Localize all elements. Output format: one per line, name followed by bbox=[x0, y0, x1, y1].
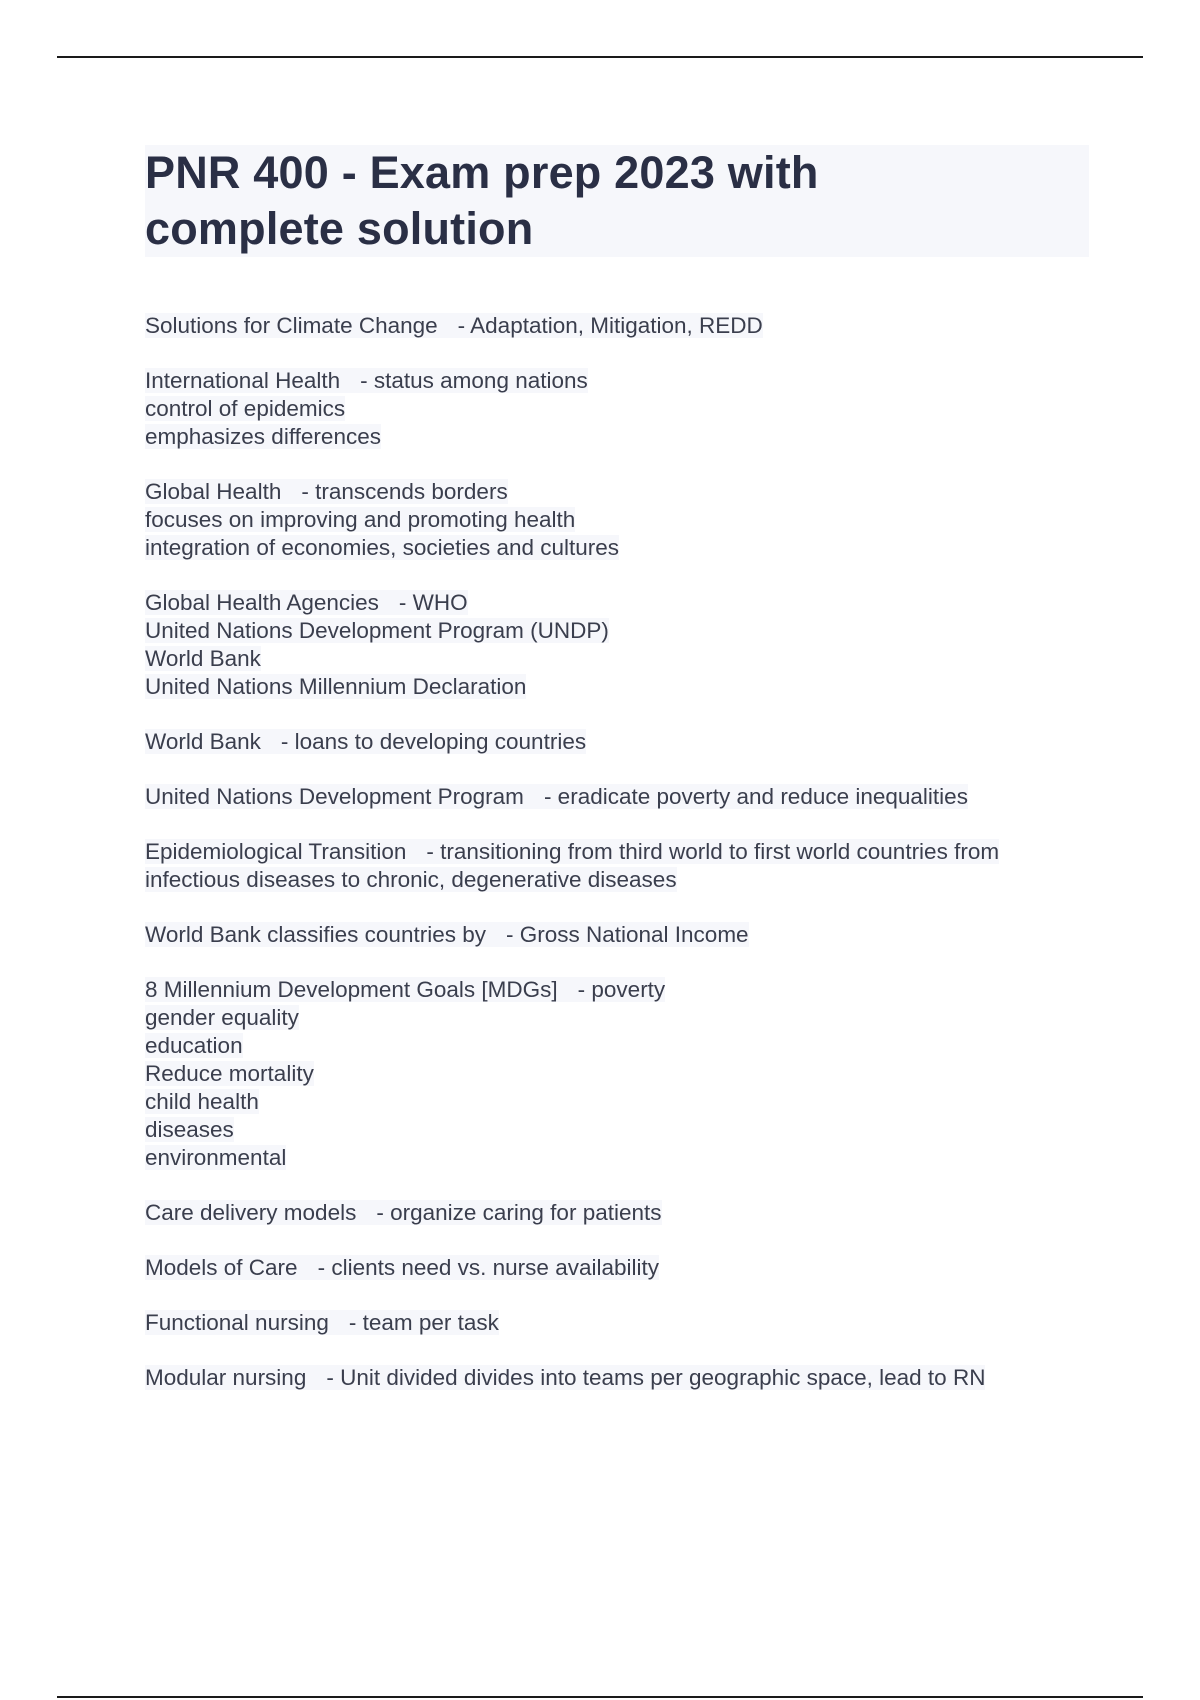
qa-continuation-line bbox=[145, 673, 1105, 701]
qa-highlight bbox=[145, 784, 968, 809]
qa-highlight bbox=[145, 1310, 499, 1335]
qa-continuation-line bbox=[145, 534, 1105, 562]
top-rule bbox=[57, 56, 1143, 58]
qa-term: United Nations Development Program bbox=[145, 784, 524, 809]
qa-highlight bbox=[145, 977, 665, 1002]
qa-entry bbox=[145, 728, 1105, 756]
qa-continuation-line bbox=[145, 1032, 1105, 1060]
qa-first-line bbox=[145, 976, 1105, 1004]
page-title bbox=[145, 145, 1089, 257]
qa-continuation-line bbox=[145, 506, 1105, 534]
qa-list bbox=[145, 312, 1105, 1419]
qa-answer-line: - clients need vs. nurse availability bbox=[317, 1255, 659, 1280]
qa-answer-line: environmental bbox=[145, 1145, 287, 1170]
qa-answer-line: gender equality bbox=[145, 1005, 299, 1030]
qa-entry bbox=[145, 838, 1105, 894]
qa-entry bbox=[145, 478, 1105, 562]
qa-answer-line: - Gross National Income bbox=[505, 922, 749, 947]
qa-highlight bbox=[145, 1200, 662, 1225]
qa-first-line bbox=[145, 1309, 1105, 1337]
qa-first-line bbox=[145, 478, 1105, 506]
qa-answer-line: - transitioning from third world to first world countries from bbox=[426, 839, 1000, 864]
qa-first-line bbox=[145, 1199, 1105, 1227]
qa-highlight bbox=[145, 922, 749, 947]
qa-term: World Bank bbox=[145, 729, 261, 754]
qa-first-line bbox=[145, 589, 1105, 617]
qa-entry bbox=[145, 1309, 1105, 1337]
qa-entry bbox=[145, 589, 1105, 701]
qa-answer-line: control of epidemics bbox=[145, 396, 346, 421]
qa-answer-line: - WHO bbox=[398, 590, 468, 615]
qa-answer-line: - transcends borders bbox=[301, 479, 508, 504]
qa-continuation-line bbox=[145, 1144, 1105, 1172]
qa-answer-line: United Nations Millennium Declaration bbox=[145, 674, 527, 699]
qa-answer-line: emphasizes differences bbox=[145, 424, 381, 449]
qa-first-line bbox=[145, 367, 1105, 395]
qa-term: Models of Care bbox=[145, 1255, 298, 1280]
qa-term: World Bank classifies countries by bbox=[145, 922, 486, 947]
qa-answer-line: education bbox=[145, 1033, 243, 1058]
qa-answer-line: child health bbox=[145, 1089, 259, 1114]
qa-continuation-line bbox=[145, 645, 1105, 673]
qa-answer-line: - poverty bbox=[577, 977, 666, 1002]
qa-entry bbox=[145, 367, 1105, 451]
qa-answer-line: - eradicate poverty and reduce inequalities bbox=[543, 784, 968, 809]
qa-continuation-line bbox=[145, 1004, 1105, 1032]
bottom-rule bbox=[57, 1696, 1143, 1698]
qa-first-line bbox=[145, 838, 1105, 866]
qa-answer-line: integration of economies, societies and cultures bbox=[145, 535, 620, 560]
qa-term: Global Health bbox=[145, 479, 282, 504]
qa-highlight bbox=[145, 729, 586, 754]
qa-highlight bbox=[145, 590, 468, 615]
qa-continuation-line bbox=[145, 617, 1105, 645]
qa-term: 8 Millennium Development Goals [MDGs] bbox=[145, 977, 558, 1002]
qa-answer-line: - loans to developing countries bbox=[280, 729, 587, 754]
title-line: PNR 400 - Exam prep 2023 with bbox=[145, 147, 819, 198]
qa-continuation-line bbox=[145, 1060, 1105, 1088]
qa-highlight bbox=[145, 1365, 985, 1390]
qa-first-line bbox=[145, 312, 1105, 340]
qa-answer-line: Reduce mortality bbox=[145, 1061, 314, 1086]
qa-term: Functional nursing bbox=[145, 1310, 329, 1335]
qa-answer-line: - Unit divided divides into teams per geographic space, lead to RN bbox=[326, 1365, 986, 1390]
qa-entry bbox=[145, 1254, 1105, 1282]
qa-continuation-line bbox=[145, 1116, 1105, 1144]
title-line: complete solution bbox=[145, 203, 534, 254]
qa-term: Care delivery models bbox=[145, 1200, 357, 1225]
qa-answer-line: - team per task bbox=[348, 1310, 499, 1335]
qa-continuation-line bbox=[145, 1088, 1105, 1116]
qa-entry bbox=[145, 976, 1105, 1172]
qa-first-line bbox=[145, 783, 1105, 811]
qa-answer-line: World Bank bbox=[145, 646, 261, 671]
qa-continuation-line bbox=[145, 866, 1105, 894]
qa-entry bbox=[145, 1199, 1105, 1227]
qa-answer-line: United Nations Development Program (UNDP) bbox=[145, 618, 609, 643]
qa-entry bbox=[145, 312, 1105, 340]
qa-term: Solutions for Climate Change bbox=[145, 313, 438, 338]
qa-highlight bbox=[145, 479, 508, 504]
qa-term: International Health bbox=[145, 368, 341, 393]
qa-first-line bbox=[145, 1254, 1105, 1282]
qa-first-line bbox=[145, 1364, 1105, 1392]
qa-first-line bbox=[145, 921, 1105, 949]
qa-highlight bbox=[145, 313, 763, 338]
qa-first-line bbox=[145, 728, 1105, 756]
qa-term: Epidemiological Transition bbox=[145, 839, 407, 864]
qa-answer-line: - organize caring for patients bbox=[376, 1200, 662, 1225]
qa-answer-line: focuses on improving and promoting health bbox=[145, 507, 576, 532]
qa-highlight bbox=[145, 1255, 659, 1280]
qa-continuation-line bbox=[145, 395, 1105, 423]
qa-answer-line: - status among nations bbox=[360, 368, 588, 393]
qa-highlight bbox=[145, 368, 588, 393]
qa-answer-line: diseases bbox=[145, 1117, 234, 1142]
qa-answer-line: infectious diseases to chronic, degenerative diseases bbox=[145, 867, 677, 892]
qa-continuation-line bbox=[145, 423, 1105, 451]
qa-entry bbox=[145, 783, 1105, 811]
qa-highlight bbox=[145, 839, 999, 864]
qa-entry bbox=[145, 1364, 1105, 1392]
qa-entry bbox=[145, 921, 1105, 949]
qa-term: Global Health Agencies bbox=[145, 590, 379, 615]
qa-answer-line: - Adaptation, Mitigation, REDD bbox=[457, 313, 763, 338]
qa-term: Modular nursing bbox=[145, 1365, 307, 1390]
title-block bbox=[145, 145, 1089, 257]
